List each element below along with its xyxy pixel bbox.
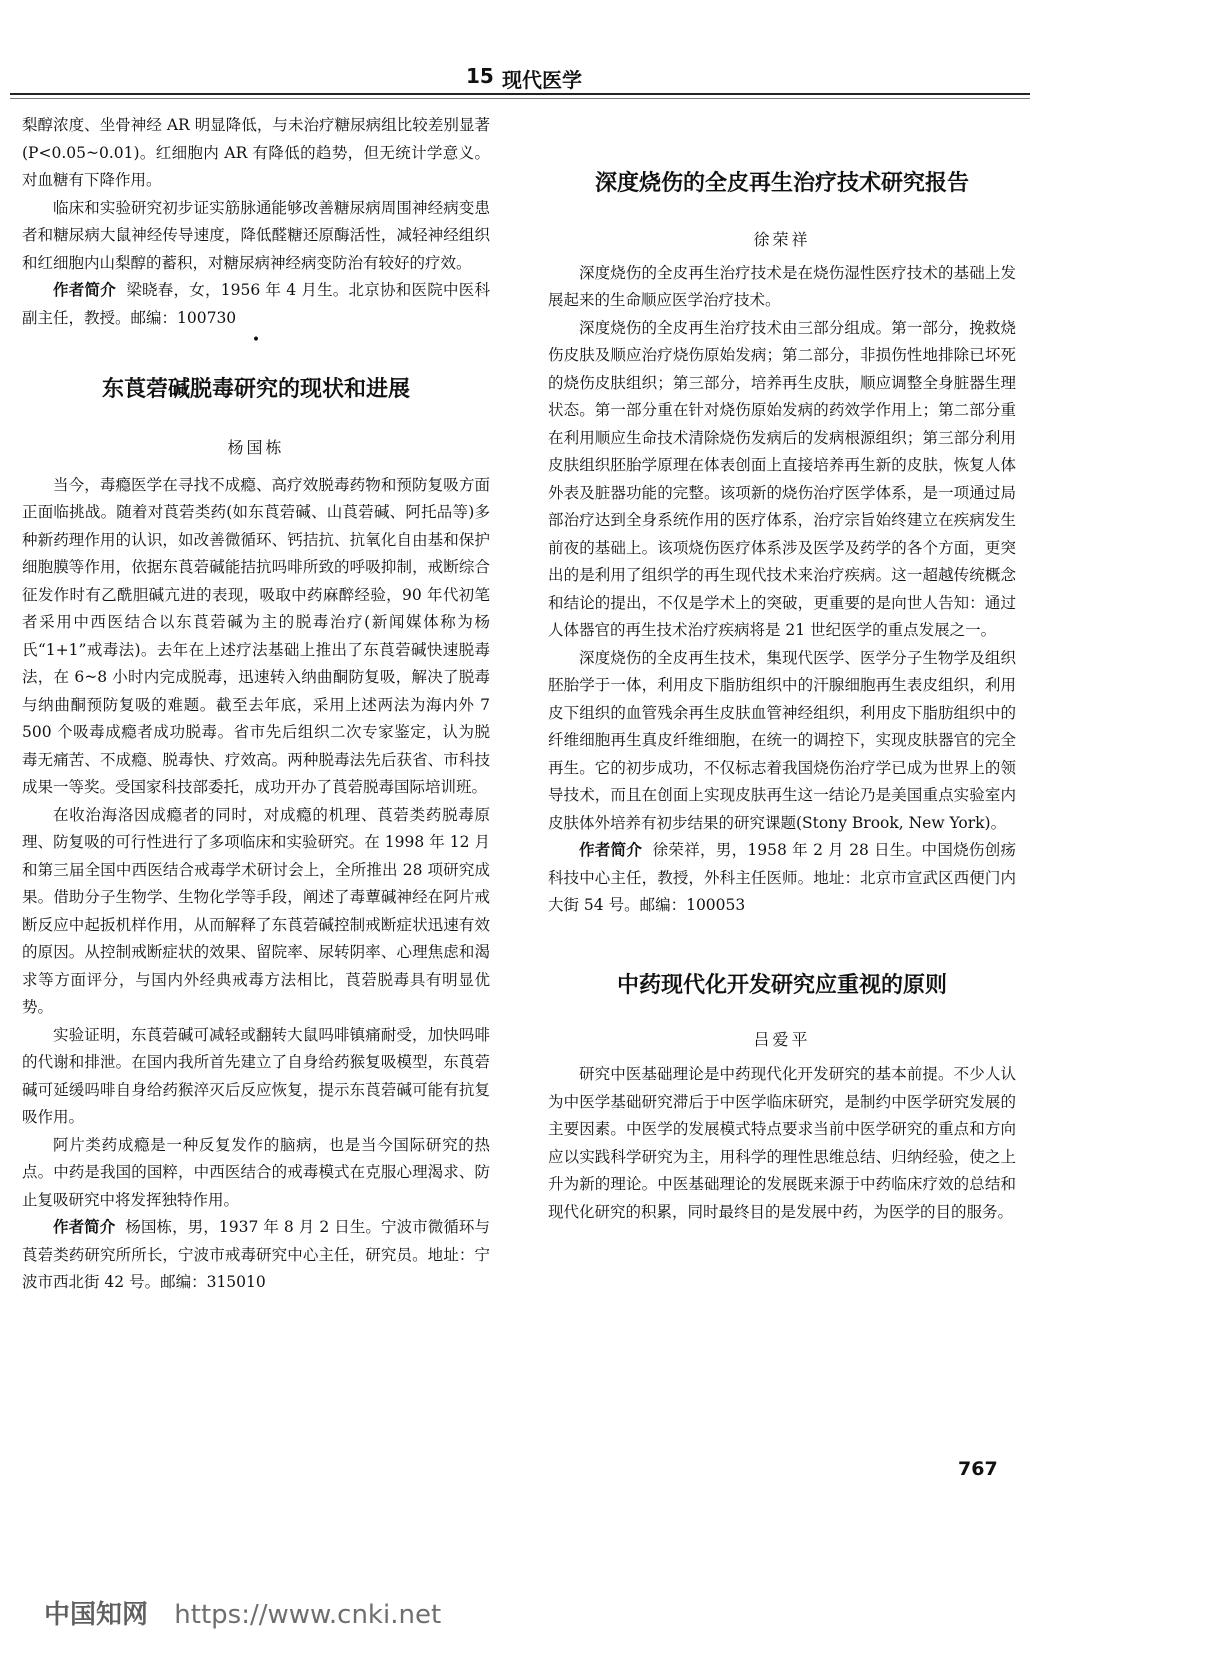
header-section-title: 现代医学 [502, 68, 582, 92]
paragraph: 深度烧伤的全皮再生技术，集现代医学、医学分子生物学及组织胚胎学于一体，利用皮下脂肪组织中的汗腺细胞再生表皮组织，利用皮下组织的血管残余再生皮肤血管神经组织，利用皮下脂肪组织中的纤维细胞再生真皮纤维细胞，在统一的调控下，实现皮肤器官的完全再生。它的初步成功，不仅标志着我国烧伤治疗学已成为世界上的领导技术，而且在创面上实现皮肤再生这一结论乃是美国重点实验室内皮肤体外培养有初步结果的研究课题(Stony Brook, New York)。 [548, 648, 1016, 832]
article-author: 杨国栋 [227, 438, 285, 457]
bio-text: 梁晓春，女，1956 年 4 月生。北京协和医院中医科副主任，教授。邮编：100730 [22, 281, 490, 327]
header-rule [10, 93, 1030, 95]
article-title: 中药现代化开发研究应重视的原则 [616, 972, 947, 998]
author-bio [22, 1214, 490, 1297]
author-bio [22, 277, 490, 332]
paragraph: 研究中医基础理论是中药现代化开发研究的基本前提。不少人认为中医学基础研究滞后于中医学临床研究，是制约中医学研究发展的主要因素。中医学的发展模式特点要求当前中医学研究的重点和方向应以实践科学研究为主，用科学的理性思维总结、归纳经验，使之上升为新的理论。中医基础理论的发展既来源于中药临床疗效的总结和现代化研究的积累，同时最终目的是发展中药，为医学的目的服务。 [548, 1065, 1016, 1221]
paragraph: 临床和实验研究初步证实筋脉通能够改善糖尿病周围神经病变患者和糖尿病大鼠神经传导速度，降低醛糖还原酶活性，减轻神经组织和红细胞内山梨醇的蓄积，对糖尿病神经病变防治有较好的疗效。 [22, 198, 490, 272]
header-rule-thin [10, 98, 1030, 99]
bio-text: 杨国栋，男，1937 年 8 月 2 日生。宁波市微循环与莨菪类药研究所所长，宁波市戒毒研究中心主任，研究员。地址：宁波市西北街 42 号。邮编：315010 [22, 1218, 490, 1291]
left-column [22, 112, 490, 1297]
article-author: 徐荣祥 [753, 230, 811, 249]
page-number: 767 [958, 1458, 998, 1480]
paragraph: 当今，毒瘾医学在寻找不成瘾、高疗效脱毒药物和预防复吸方面正面临挑战。随着对莨菪类药(如东莨菪碱、山莨菪碱、阿托品等)多种新药理作用的认识，如改善微循环、钙拮抗、抗氧化自由基和保护细胞膜等作用，依据东莨菪碱能拮抗吗啡所致的呼吸抑制，戒断综合征发作时有乙酰胆碱亢进的表现，吸取中药麻醉经验，90 年代初笔者采用中西医结合以东莨菪碱为主的脱毒治疗(新闻媒体称为杨氏“1+1”戒毒法)。去年在上述疗法基础上推出了东莨菪碱快速脱毒法，在 6~8 小时内完成脱毒，迅速转入纳曲酮防复吸，解决了脱毒与纳曲酮预防复吸的难题。截至去年底，采用上述两法为海内外 7 500 个吸毒成瘾者成功脱毒。省市先后组织二次专家鉴定，认为脱毒无痛苦、不成瘾、脱毒快、疗效高。两种脱毒法先后获省、市科技成果一等奖。受国家科技部委托，成功开办了莨菪脱毒国际培训班。 [22, 475, 490, 796]
bio-label: 作者简介 [579, 841, 643, 859]
author-bio [548, 837, 1016, 920]
article-title: 深度烧伤的全皮再生治疗技术研究报告 [594, 171, 969, 196]
watermark-url: https://www.cnki.net [174, 1600, 442, 1630]
header-page-label: 15 [466, 64, 494, 88]
bio-label: 作者简介 [53, 281, 116, 299]
article-author: 吕爱平 [753, 1029, 811, 1049]
paragraph: 深度烧伤的全皮再生治疗技术是在烧伤湿性医疗技术的基础上发展起来的生命顺应医学治疗技术。 [548, 263, 1016, 309]
paragraph: 深度烧伤的全皮再生治疗技术由三部分组成。第一部分，挽救烧伤皮肤及顺应治疗烧伤原始发病；第二部分，非损伤性地排除已坏死的烧伤皮肤组织；第三部分，培养再生皮肤，顺应调整全身脏器生理状态。第一部分重在针对烧伤原始发病的药效学作用上；第二部分重在利用顺应生命技术清除烧伤发病后的发病根源组织；第三部分利用皮肤组织胚胎学原理在体表创面上直接培养再生新的皮肤，恢复人体外表及脏器功能的完整。该项新的烧伤治疗医学体系，是一项通过局部治疗达到全身系统作用的医疗体系，治疗宗旨始终建立在疾病发生前夜的基础上。该项烧伤医疗体系涉及医学及药学的各个方面，更突出的是利用了组织学的再生现代技术来治疗疾病。这一超越传统概念和结论的提出，不仅是学术上的突破，更重要的是向世人告知：通过人体器官的再生技术治疗疾病将是 21 世纪医学的重点发展之一。 [548, 318, 1016, 639]
cnki-watermark [44, 1594, 441, 1631]
running-header [0, 64, 1030, 90]
bio-text: 徐荣祥，男，1958 年 2 月 28 日生。中国烧伤创疡科技中心主任，教授，外科主任医师。地址：北京市宣武区西便门内大街 54 号。邮编：100053 [548, 841, 1016, 914]
article-title: 东莨菪碱脱毒研究的现状和进展 [101, 377, 410, 402]
paragraph: 在收治海洛因成瘾者的同时，对成瘾的机理、莨菪类药脱毒原理、防复吸的可行性进行了多项临床和实验研究。在 1998 年 12 月和第三届全国中西医结合戒毒学术研讨会上，全所推出 28 项研究成果。借助分子生物学、生物化学等手段，阐述了毒蕈碱神经在阿片戒断反应中起扳机样作用，从而解释了东莨菪碱控制戒断症状迅速有效的原因。从控制戒断症状的效果、留院率、尿转阴率、心理焦虑和渴求等方面评分，与国内外经典戒毒方法相比，莨菪脱毒具有明显优势。 [22, 805, 490, 1016]
separator-dot: • [251, 332, 261, 348]
bio-label: 作者简介 [53, 1218, 116, 1236]
right-column [548, 112, 1016, 1226]
watermark-logo-text: 中国知网 [44, 1600, 149, 1630]
paragraph: 实验证明，东莨菪碱可减轻或翻转大鼠吗啡镇痛耐受，加快吗啡的代谢和排泄。在国内我所首先建立了自身给药猴复吸模型，东莨菪碱可延缓吗啡自身给药猴淬灭后反应恢复，提示东莨菪碱可能有抗复吸作用。 [22, 1025, 490, 1126]
continued-paragraph: 梨醇浓度、坐骨神经 AR 明显降低，与未治疗糖尿病组比较差别显著(P<0.05~0.01)。红细胞内 AR 有降低的趋势，但无统计学意义。对血糖有下降作用。 [22, 116, 490, 189]
paragraph: 阿片类药成瘾是一种反复发作的脑病，也是当今国际研究的热点。中药是我国的国粹，中西医结合的戒毒模式在克服心理渴求、防止复吸研究中将发挥独特作用。 [22, 1135, 490, 1209]
